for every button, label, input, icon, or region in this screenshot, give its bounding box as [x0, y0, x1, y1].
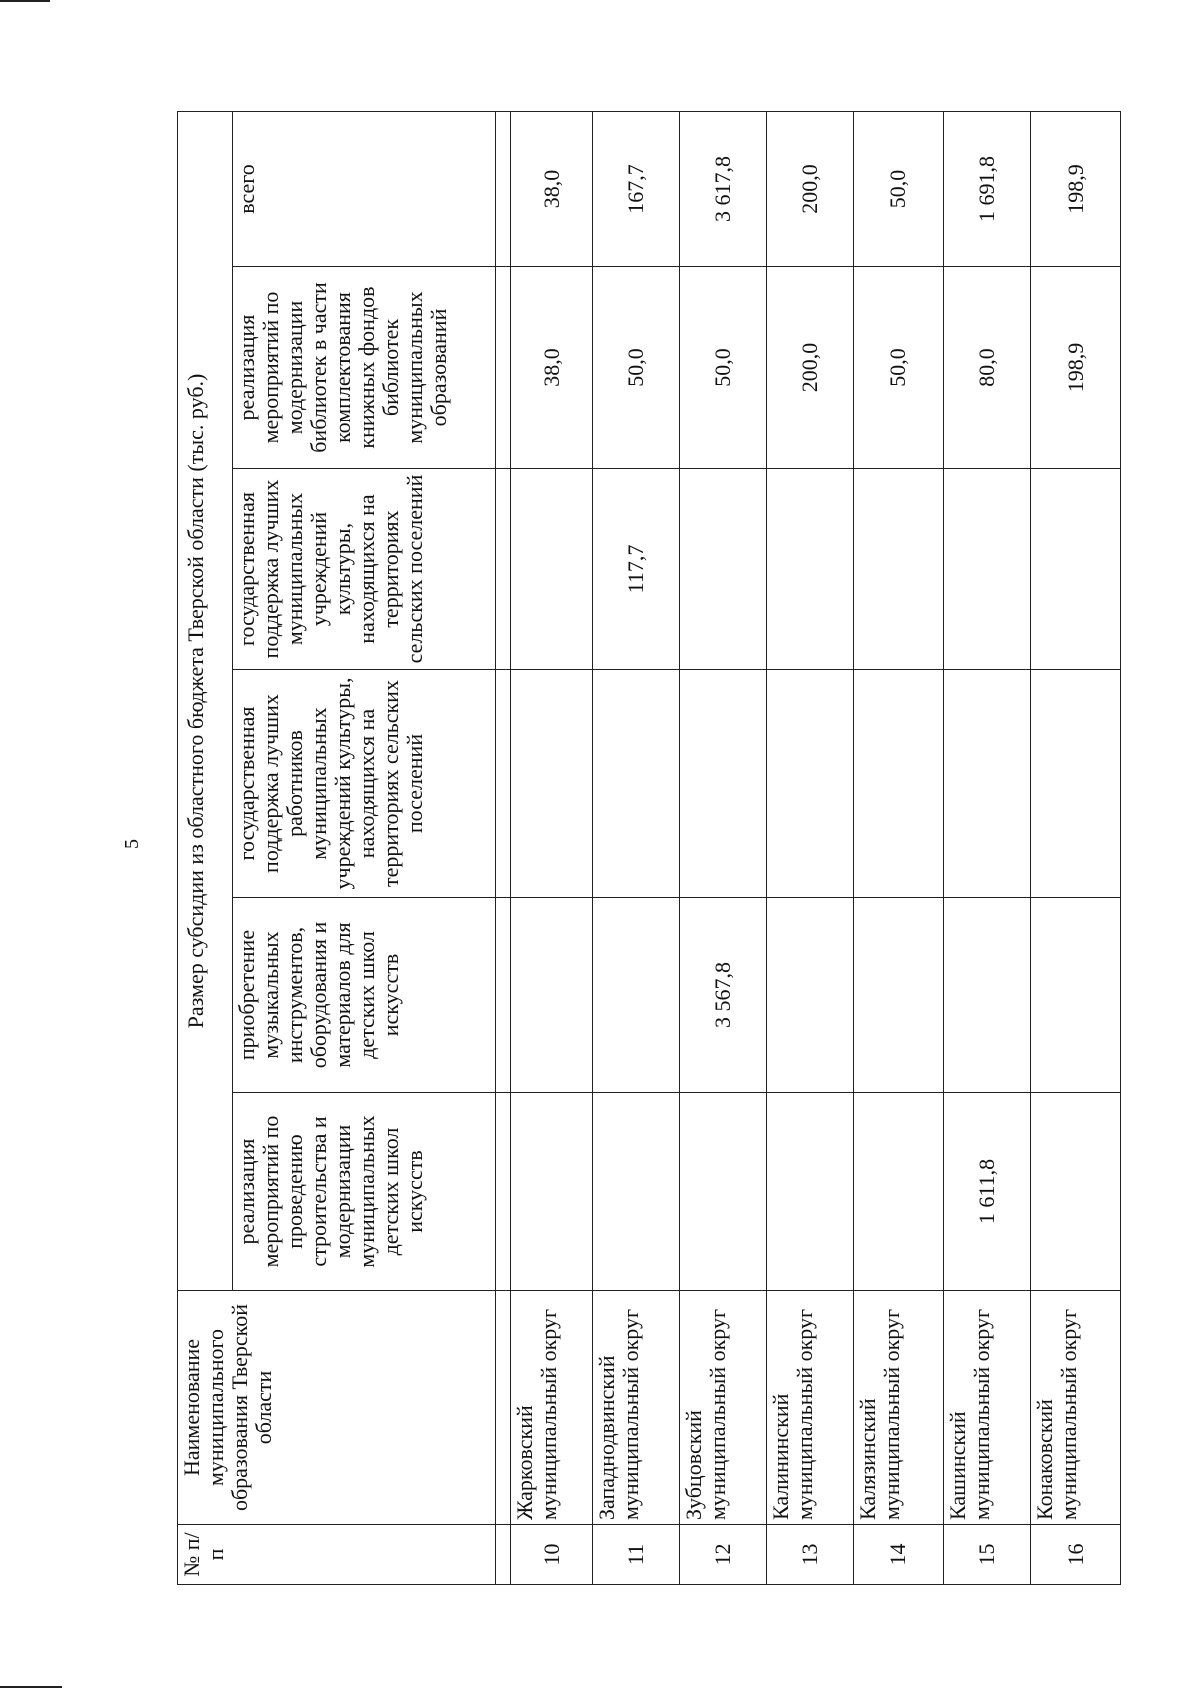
header-col-art-schools-construction: реализация мероприятий по проведению строительства и модернизации муниципальных детских школ искусств: [233, 1093, 496, 1291]
value-libraries-modernization: 198,9: [1031, 267, 1121, 469]
value-libraries-modernization: 50,0: [592, 267, 679, 469]
subsidy-table: [177, 111, 1121, 1585]
row-num: 16: [1031, 1525, 1121, 1585]
row-municipality-name: Конаковский муниципальный округ: [1031, 1291, 1121, 1525]
value-best-workers: [592, 670, 679, 898]
value-best-institutions: 117,7: [592, 469, 679, 670]
value-best-institutions: [767, 469, 854, 670]
value-best-institutions: [511, 469, 592, 670]
row-municipality-name: Западнодвинский муниципальный округ: [592, 1291, 679, 1525]
value-musical-instruments: 3 567,8: [679, 898, 767, 1093]
table-row: [853, 111, 943, 1584]
row-municipality-name: Калязинский муниципальный округ: [853, 1291, 943, 1525]
value-best-workers: [1031, 670, 1121, 898]
value-musical-instruments: [767, 898, 854, 1093]
value-best-workers: [853, 670, 943, 898]
value-best-institutions: [679, 469, 767, 670]
header-col-best-institutions: государственная поддержка лучших муниципальных учреждений культуры, находящихся на территориях сельских поселений: [233, 469, 496, 670]
value-musical-instruments: [592, 898, 679, 1093]
value-musical-instruments: [511, 898, 592, 1093]
value-total: 200,0: [767, 111, 854, 266]
spacer-row: [496, 111, 511, 1584]
value-best-workers: [943, 670, 1031, 898]
value-libraries-modernization: 50,0: [853, 267, 943, 469]
value-total: 167,7: [592, 111, 679, 266]
value-musical-instruments: [1031, 898, 1121, 1093]
row-municipality-name: Кашинский муниципальный округ: [943, 1291, 1031, 1525]
value-art-schools-construction: [592, 1093, 679, 1291]
value-art-schools-construction: [679, 1093, 767, 1291]
value-libraries-modernization: 50,0: [679, 267, 767, 469]
table-row: [679, 111, 767, 1584]
value-best-institutions: [1031, 469, 1121, 670]
table-row: [1031, 111, 1121, 1584]
value-best-workers: [767, 670, 854, 898]
table-row: [511, 111, 592, 1584]
value-best-workers: [511, 670, 592, 898]
table-row: [943, 111, 1031, 1584]
header-subsidy-group: Размер субсидии из областного бюджета Тверской области (тыс. руб.): [178, 111, 233, 1290]
value-best-workers: [679, 670, 767, 898]
value-total: 198,9: [1031, 111, 1121, 266]
row-num: 11: [592, 1525, 679, 1585]
table-wrapper: [177, 112, 1121, 1585]
value-total: 1 691,8: [943, 111, 1031, 266]
row-num: 12: [679, 1525, 767, 1585]
row-num: 14: [853, 1525, 943, 1585]
table-row: [767, 111, 854, 1584]
value-best-institutions: [853, 469, 943, 670]
header-col-musical-instruments: приобретение музыкальных инструментов, оборудования и материалов для детских школ искусств: [233, 898, 496, 1093]
row-municipality-name: Жарковский муниципальный округ: [511, 1291, 592, 1525]
value-total: 3 617,8: [679, 111, 767, 266]
value-musical-instruments: [853, 898, 943, 1093]
scan-mark-top-left: [0, 0, 50, 2]
value-libraries-modernization: 200,0: [767, 267, 854, 469]
row-num: 13: [767, 1525, 854, 1585]
header-col-best-workers: государственная поддержка лучших работников муниципальных учреждений культуры, находящихся на территориях сельских поселений: [233, 670, 496, 898]
value-art-schools-construction: 1 611,8: [943, 1093, 1031, 1291]
value-total: 50,0: [853, 111, 943, 266]
row-num: 10: [511, 1525, 592, 1585]
value-art-schools-construction: [767, 1093, 854, 1291]
value-art-schools-construction: [511, 1093, 592, 1291]
value-total: 38,0: [511, 111, 592, 266]
value-libraries-modernization: 38,0: [511, 267, 592, 469]
rotated-table-container: [177, 112, 1121, 1585]
header-col-libraries-modernization: реализация мероприятий по модернизации библиотек в части комплектования книжных фондов библиотек муниципальных образований: [233, 267, 496, 469]
row-municipality-name: Калининский муниципальный округ: [767, 1291, 854, 1525]
row-municipality-name: Зубцовский муниципальный округ: [679, 1291, 767, 1525]
header-num: № п/п: [178, 1525, 496, 1585]
value-libraries-modernization: 80,0: [943, 267, 1031, 469]
table-row: [592, 111, 679, 1584]
header-name: Наименование муниципального образования Тверской области: [178, 1291, 496, 1525]
value-art-schools-construction: [1031, 1093, 1121, 1291]
row-num: 15: [943, 1525, 1031, 1585]
header-col-total: всего: [233, 111, 496, 266]
value-musical-instruments: [943, 898, 1031, 1093]
value-art-schools-construction: [853, 1093, 943, 1291]
page-number: 5: [121, 839, 143, 849]
value-best-institutions: [943, 469, 1031, 670]
